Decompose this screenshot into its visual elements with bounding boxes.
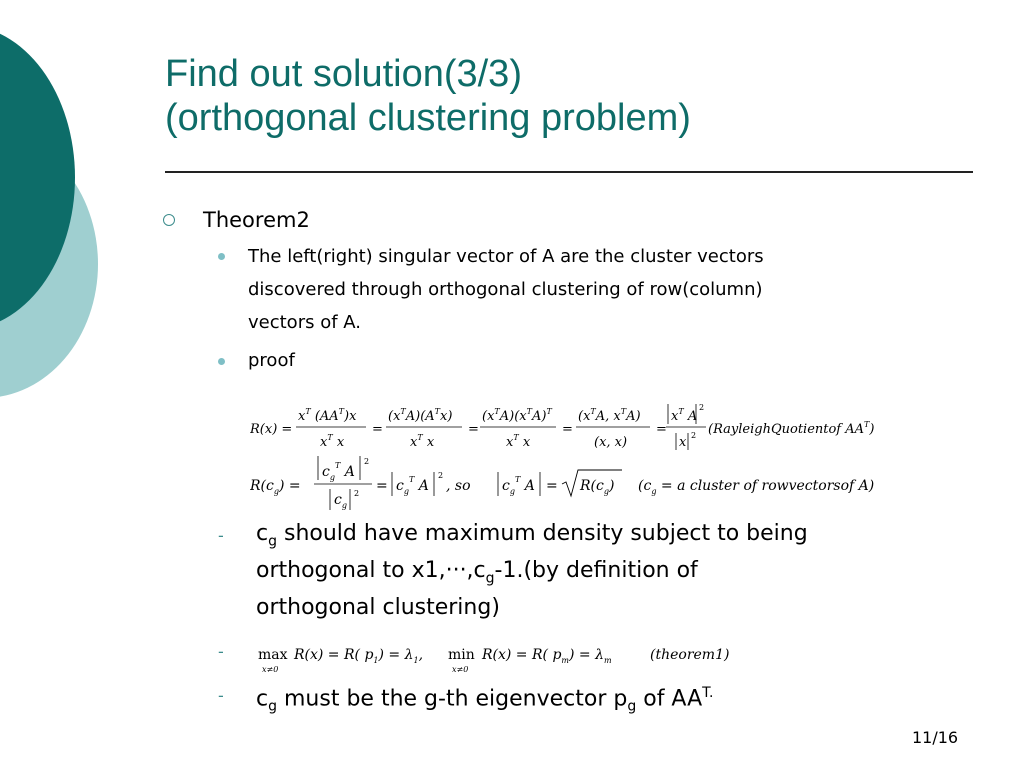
svg-text:2: 2 (354, 489, 360, 498)
theorem-statement-line-3: vectors of A. (248, 312, 361, 333)
theorem-heading: Theorem2 (203, 208, 310, 232)
svg-text:=: = (562, 422, 573, 437)
dash-bullet-icon: - (218, 642, 224, 661)
svg-text:x: x (679, 435, 687, 450)
svg-text:xT A: $x^T$ A (671, 407, 698, 424)
eigenvector-conclusion: $c_g$ must be the g-th eigenvector $p_g$ of $AA^{T.}$ (256, 685, 714, 715)
svg-text:2: 2 (699, 403, 705, 412)
svg-text:cgT A: $c_g^T$ A (396, 475, 429, 496)
svg-text:(RayleighQuotientof AAT): (RayleighQuotientof $AA^T$) (708, 420, 875, 437)
svg-text:cgT A: $c_g^T$ A (502, 475, 535, 496)
svg-text:cgT A: $c_g^T$ A (322, 461, 355, 482)
svg-text:xT x: $x^T$ x (320, 433, 345, 450)
svg-text:=: = (656, 422, 667, 437)
density-condition-line-1: $c_g$ should have maximum density subject to being (256, 521, 808, 550)
svg-text:xT x: $x^T$ x (506, 433, 531, 450)
hollow-circle-bullet-icon (163, 214, 175, 226)
title-line-1: Find out solution(3/3) (165, 53, 522, 95)
svg-text:=: = (546, 478, 558, 494)
svg-text:x≠0: x≠0 (452, 665, 469, 674)
svg-text:x≠0: x≠0 (262, 665, 279, 674)
slide-title (165, 52, 1005, 140)
page-number: 11/16 (912, 728, 959, 747)
svg-text:2: 2 (691, 431, 697, 440)
dash-bullet-icon: - (218, 526, 224, 545)
svg-text:xT (AAT)x: $x^T$ $(AA^T)x$ (298, 407, 357, 424)
svg-text:(x, x): (x, x) (594, 435, 628, 450)
svg-text:, so: , so (446, 478, 471, 494)
dot-bullet-icon (218, 253, 225, 260)
title-line-2: (orthogonal clustering problem) (165, 97, 691, 139)
dot-bullet-icon (218, 358, 225, 365)
svg-text:=: = (376, 478, 388, 494)
svg-text:=: = (372, 422, 383, 437)
svg-text:(cg = a cluster of rowvectorso: ($c_g = a$ cluster of rowvectorsof A) (638, 478, 875, 496)
svg-text:(xTA)(xTA)T: $(x^TA)(x^TA)^T$ (482, 407, 552, 424)
svg-text:xT x: $x^T$ x (410, 433, 435, 450)
density-condition-line-2: orthogonal to $x1,\cdot\cdot\cdot,c_g-1.(by$ definition of (256, 558, 698, 587)
dash-bullet-icon: - (218, 686, 224, 705)
equation-cluster-density (250, 452, 930, 520)
svg-text:cg: $c_g$ (334, 492, 347, 510)
svg-text:=: = (468, 422, 479, 437)
svg-text:(theorem1): (theorem1) (650, 647, 730, 663)
theorem-statement-line-2: discovered through orthogonal clustering of row(column) (248, 279, 763, 300)
theorem-statement-line-1: The left(right) singular vector of A are the cluster vectors (248, 246, 764, 267)
svg-text:R(cg) =: $R(c_g)$ = (250, 478, 301, 496)
svg-text:R(x) = R( p1) = λ1,: R(x) = R( $p_1) = \lambda_1$, (294, 647, 424, 665)
title-divider (165, 171, 973, 173)
density-condition-line-3: orthogonal clustering) (256, 595, 500, 620)
svg-text:R(x) = R( pm) = λm: R(x) = R( $p_m) = \lambda_m$ (482, 647, 612, 665)
svg-text:2: 2 (364, 457, 370, 466)
svg-text:max: max (258, 647, 288, 663)
svg-text:min: min (448, 647, 475, 663)
svg-text:R(cg): $R(c_g)$ (580, 478, 615, 496)
proof-label: proof (248, 350, 295, 371)
equation-rayleigh-quotient (250, 400, 910, 460)
svg-text:R(x) =: R(x) = (250, 422, 293, 437)
svg-text:(xTA, xTA): ($x^TA$, $x^TA$) (578, 407, 641, 424)
svg-text:2: 2 (438, 471, 444, 480)
svg-text:(xTA)(ATx): $(x^TA)(A^Tx)$ (388, 407, 453, 424)
